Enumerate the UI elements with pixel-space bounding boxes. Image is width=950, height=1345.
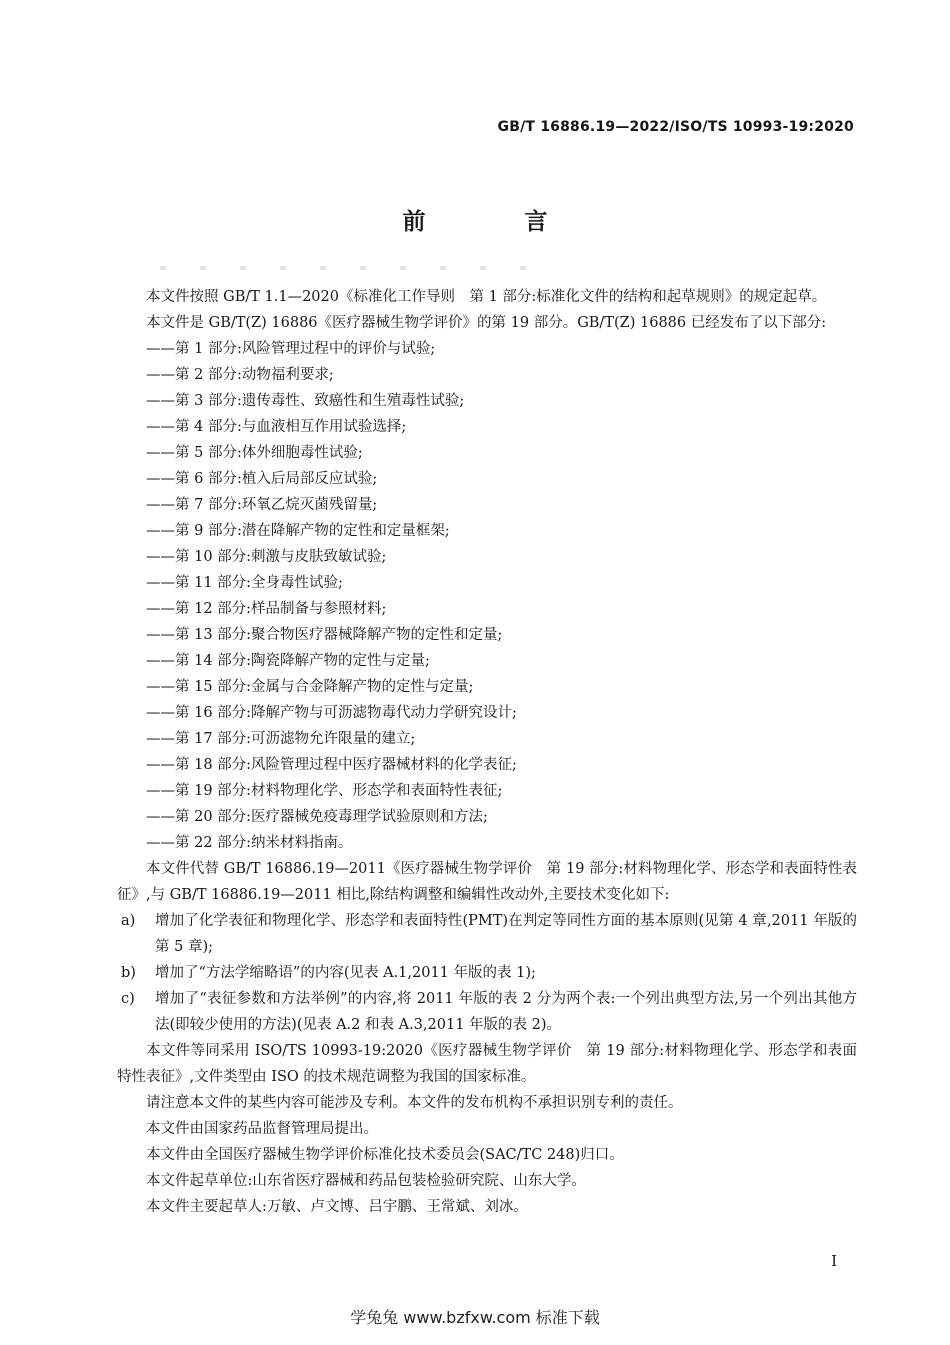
part-list-item: ——第 19 部分:材料物理化学、形态学和表面特性表征; <box>146 783 503 799</box>
part-list-item: ——第 11 部分:全身毒性试验; <box>146 575 343 591</box>
part-list-item: ——第 13 部分:聚合物医疗器械降解产物的定性和定量; <box>146 627 503 643</box>
part-list-item: ——第 3 部分:遗传毒性、致癌性和生殖毒性试验; <box>146 393 465 409</box>
part-list-item: ——第 7 部分:环氧乙烷灭菌残留量; <box>146 497 378 513</box>
changes-list <box>117 908 857 1038</box>
part-list-item: ——第 4 部分:与血液相互作用试验选择; <box>146 419 407 435</box>
part-list-item: ——第 1 部分:风险管理过程中的评价与试验; <box>146 341 436 357</box>
scan-artifact <box>160 266 540 270</box>
change-item-text: 增加了“方法学缩略语”的内容(见表 A.1,2011 年版的表 1); <box>155 965 536 981</box>
watermark-footer[interactable]: 学兔兔 www.bzfxw.com 标准下载 <box>350 1308 600 1327</box>
change-item-marker: b) <box>121 965 136 981</box>
part-list-item: ——第 5 部分:体外细胞毒性试验; <box>146 445 363 461</box>
part-list-item: ——第 12 部分:样品制备与参照材料; <box>146 601 387 617</box>
paragraph-patent-notice: 请注意本文件的某些内容可能涉及专利。本文件的发布机构不承担识别专利的责任。 <box>146 1095 683 1111</box>
paragraph-proposer: 本文件由国家药品监督管理局提出。 <box>146 1121 378 1137</box>
foreword-body <box>117 284 857 1220</box>
paragraph-series-intro: 本文件是 GB/T(Z) 16886《医疗器械生物学评价》的第 19 部分。GB/T(Z) 16886 已经发布了以下部分: <box>146 315 827 331</box>
part-list-item: ——第 18 部分:风险管理过程中医疗器械材料的化学表征; <box>146 757 517 773</box>
paragraph-committee: 本文件由全国医疗器械生物学评价标准化技术委员会(SAC/TC 248)归口。 <box>146 1147 624 1163</box>
change-item-text: 增加了“表征参数和方法举例”的内容,将 2011 年版的表 2 分为两个表:一个列出典型方法,另一个列出其他方法(即较少使用的方法)(见表 A.2 和表 A.3,2011 年版的表 2)。 <box>155 991 857 1033</box>
part-list-item: ——第 20 部分:医疗器械免疫毒理学试验原则和方法; <box>146 809 488 825</box>
part-list-item: ——第 6 部分:植入后局部反应试验; <box>146 471 378 487</box>
part-list-item: ——第 15 部分:金属与合金降解产物的定性与定量; <box>146 679 474 695</box>
change-item <box>117 908 857 960</box>
part-list-item: ——第 9 部分:潜在降解产物的定性和定量框架; <box>146 523 450 539</box>
part-list-item: ——第 16 部分:降解产物与可沥滤物毒代动力学研究设计; <box>146 705 517 721</box>
part-list-item: ——第 22 部分:纳米材料指南。 <box>146 835 353 851</box>
standard-code: GB/T 16886.19—2022/ISO/TS 10993-19:2020 <box>497 119 854 135</box>
part-list-item: ——第 2 部分:动物福利要求; <box>146 367 334 383</box>
change-item-marker: c) <box>121 991 135 1007</box>
change-item <box>117 986 857 1038</box>
part-list-item: ——第 17 部分:可沥滤物允许限量的建立; <box>146 731 416 747</box>
paragraph-adoption: 本文件等同采用 ISO/TS 10993-19:2020《医疗器械生物学评价 第 19 部分:材料物理化学、形态学和表面特性表征》,文件类型由 ISO 的技术规范调整为我国的国家标准。 <box>117 1043 857 1085</box>
paragraph-drafting-units: 本文件起草单位:山东省医疗器械和药品包装检验研究院、山东大学。 <box>146 1173 586 1189</box>
change-item <box>117 960 857 986</box>
part-list-item: ——第 10 部分:刺激与皮肤致敏试验; <box>146 549 387 565</box>
change-item-text: 增加了化学表征和物理化学、形态学和表面特性(PMT)在判定等同性方面的基本原则(见第 4 章,2011 年版的第 5 章); <box>155 913 857 955</box>
page-number: I <box>831 1252 837 1270</box>
change-item-marker: a) <box>121 913 136 929</box>
paragraph-drafting-rules: 本文件按照 GB/T 1.1—2020《标准化工作导则 第 1 部分:标准化文件的结构和起草规则》的规定起草。 <box>146 289 827 305</box>
part-list-item: ——第 14 部分:陶瓷降解产物的定性与定量; <box>146 653 430 669</box>
paragraph-drafters: 本文件主要起草人:万敏、卢文博、吕宇鹏、王常斌、刘冰。 <box>146 1199 528 1215</box>
page-title: 前 言 <box>402 209 586 235</box>
paragraph-replacement: 本文件代替 GB/T 16886.19—2011《医疗器械生物学评价 第 19 部分:材料物理化学、形态学和表面特性表征》,与 GB/T 16886.19—2011 相比,除结构调整和编辑性改动外,主要技术变化如下: <box>117 861 857 903</box>
parts-list <box>117 336 857 856</box>
